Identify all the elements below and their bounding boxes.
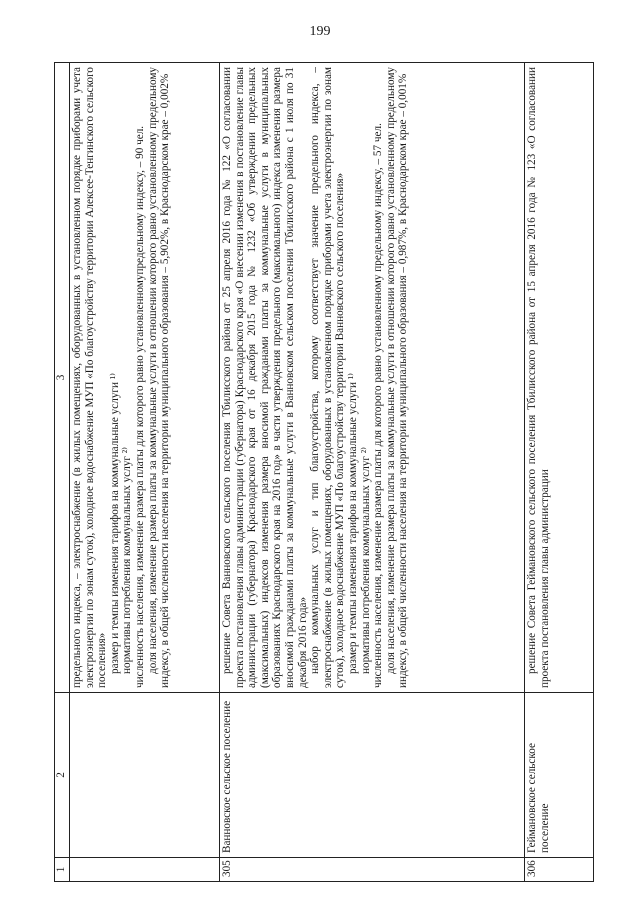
row-number: 306 bbox=[525, 858, 594, 882]
content-paragraph: предельного индекса, – электроснабжение (в жилых помещениях, оборудованных в установленном порядке приборами учета электроэнергии по зонам суток), холодное водоснабжение МУП «По благоустройству территории Алексее-Тенгинского сельского поселения» bbox=[71, 67, 109, 688]
content-paragraph: нормативы потребления коммунальных услуг ²⁾ bbox=[359, 447, 372, 674]
content-paragraph: решение Совета Геймановского сельского поселения Тбилисского района от 15 апреля 2016 года № 123 «О согласовании проекта постановления главы администрации bbox=[526, 67, 551, 688]
content-paragraph: набор коммунальных услуг и тип благоустройства, которому соответствует значение предельного индекса, – электроснабжение (в жилых помещениях, оборудованных в установленном порядке приборами учета электроэнергии по зонам суток), холодное водоснабжение МУП «По благоустройству территории Ванновского сельского поселения» bbox=[309, 67, 347, 688]
settlement-name: Геймановское сельское поселение bbox=[525, 693, 594, 858]
row-number: 305 bbox=[220, 858, 525, 882]
content-paragraph: доля населения, изменение размера платы за коммунальные услуги в отношении которого равно установленному предельному индексу, в общей численности населения на территории муниципального образования – 0,987%, в Краснодарском крае – 0,001% bbox=[384, 67, 410, 688]
row-number bbox=[70, 858, 220, 882]
row-content bbox=[70, 63, 220, 693]
content-paragraph: решение Совета Ванновского сельского поселения Тбилисского района от 25 апреля 2016 года № 122 «О согласовании проекта постановления главы администрации (губернатора) Краснодарского края «О внесении изменения в постановление главы администрации (губернатора) Краснодарского края от 16 декабря 2015 года № 1232 «Об утверждении предельных (максимальных) индексов изменения размера вносимой гражданами платы за коммунальные услуги в муниципальных образованиях Краснодарского края на 2016 год» в части утверждения предельного (максимального) индекса изменения размера вносимой гражданами платы за коммунальные услуги в Ванновском сельском поселении Тбилисского района с 1 июля по 31 декабря 2016 года» bbox=[221, 67, 309, 688]
table-header-row bbox=[55, 63, 70, 882]
page-number: 199 bbox=[309, 24, 331, 39]
data-table bbox=[54, 62, 594, 882]
content-paragraph: численность населения, изменение размера платы для которого равно установленномупредельному индексу, – 90 чел. bbox=[133, 125, 146, 688]
rotated-table-container bbox=[54, 62, 594, 882]
row-content bbox=[525, 63, 594, 693]
content-paragraph: доля населения, изменение размера платы за коммунальные услуги в отношении которого равно установленному предельному индексу, в общей численности населения на территории муниципального образования – 5,902%, в Краснодарском крае – 0,002% bbox=[146, 67, 172, 688]
row-content bbox=[220, 63, 525, 693]
content-paragraph: численность населения, изменение размера платы для которого равно установленному предельному индексу, – 57 чел. bbox=[372, 123, 385, 688]
column-header: 1 bbox=[55, 858, 70, 882]
settlement-name: Ванновское сельское поселение bbox=[220, 693, 525, 858]
table-row bbox=[70, 63, 220, 882]
settlement-name bbox=[70, 693, 220, 858]
content-paragraph: размер и темпы изменения тарифов на коммунальные услуги ¹⁾ bbox=[346, 373, 359, 674]
content-paragraph: нормативы потребления коммунальных услуг ²⁾ bbox=[121, 447, 134, 674]
column-header: 3 bbox=[55, 63, 70, 693]
table-row bbox=[220, 63, 525, 882]
table-row bbox=[525, 63, 594, 882]
column-header: 2 bbox=[55, 693, 70, 858]
content-paragraph: размер и темпы изменения тарифов на коммунальные услуги ¹⁾ bbox=[108, 373, 121, 674]
